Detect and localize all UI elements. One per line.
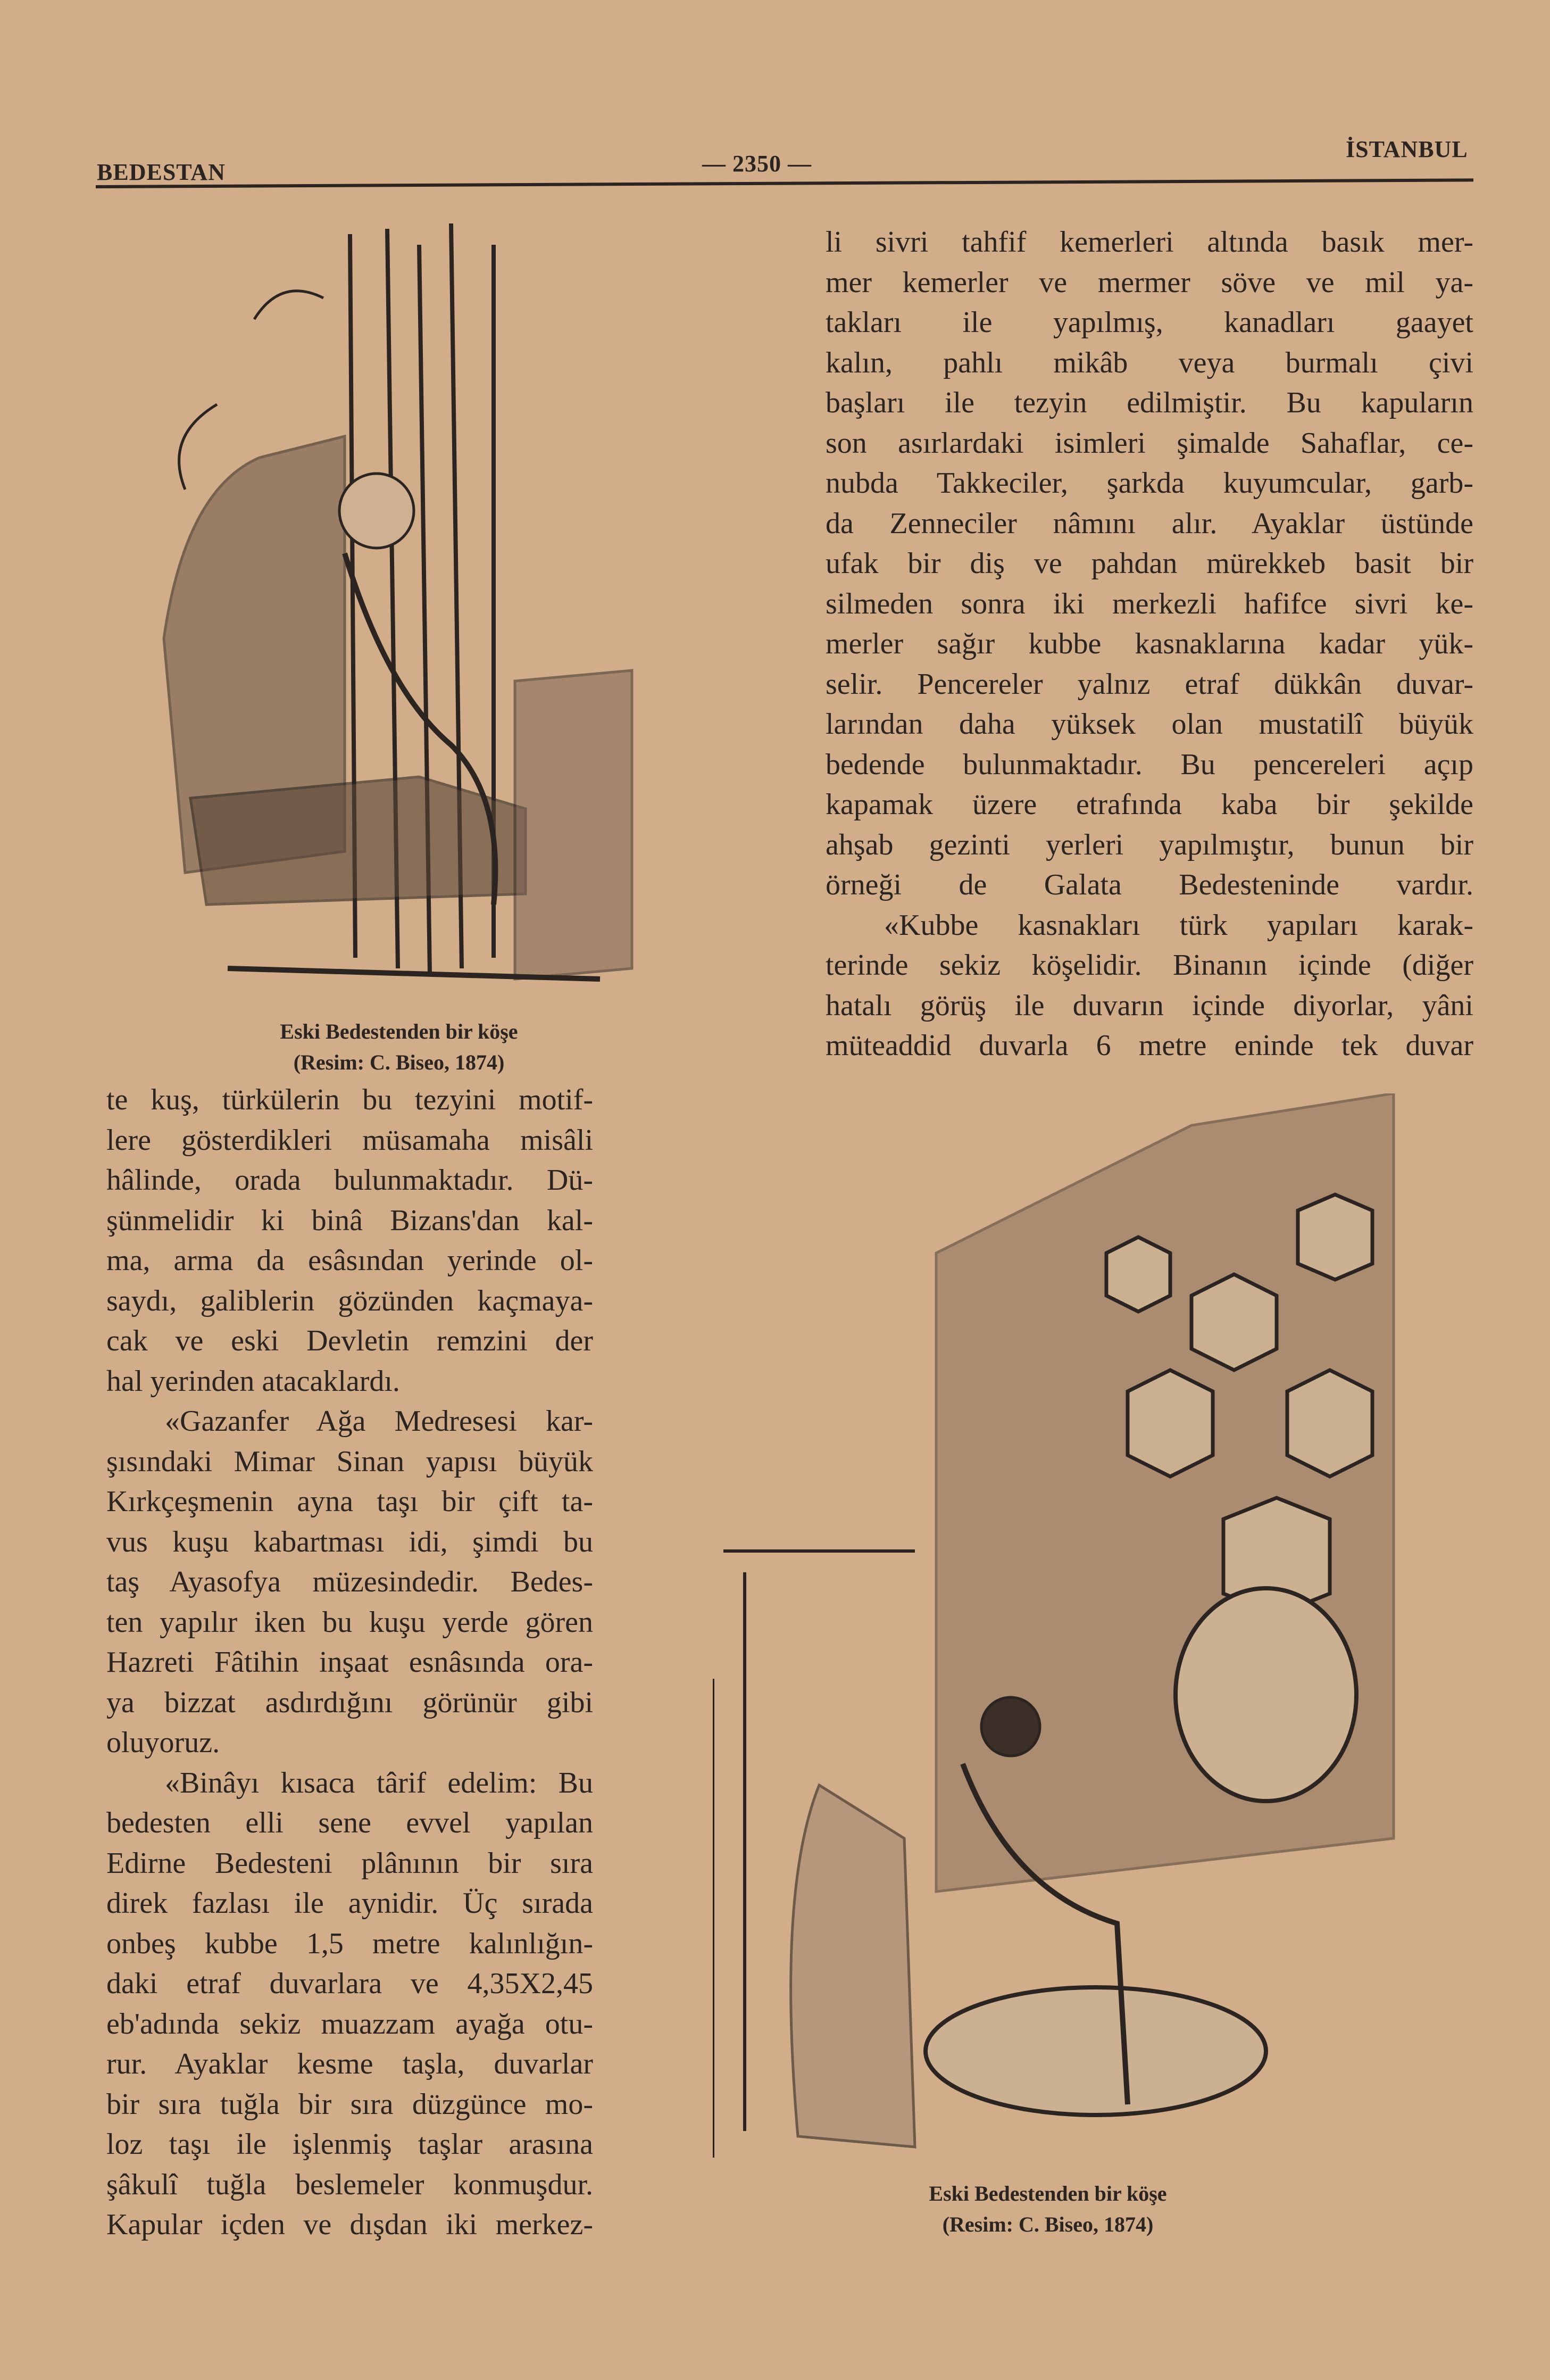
figure-caption-title: Eski Bedestenden bir köşe	[280, 1019, 518, 1043]
text-line: oluyoruz.	[106, 1726, 220, 1759]
text-line: şâkulî tuğla beslemeler konmuşdur.	[106, 2168, 593, 2201]
text-line: şısındaki Mimar Sinan yapısı büyük	[106, 1445, 593, 1478]
text-line: larından daha yüksek olan mustatilî büyük	[826, 708, 1473, 741]
text-line: taş Ayasofya müzesindedir. Bedes-	[106, 1565, 593, 1598]
text-line: başları ile tezyin edilmiştir. Bu kapuların	[826, 386, 1473, 419]
text-line: rur. Ayaklar kesme taşla, duvarlar	[106, 2047, 593, 2080]
figure-caption-credit: (Resim: C. Biseo, 1874)	[293, 1050, 505, 1074]
text-line: mer kemerler ve mermer söve ve mil ya-	[826, 266, 1473, 299]
text-line: hal yerinden atacaklardı.	[106, 1364, 400, 1398]
text-line: Hazreti Fâtihin inşaat esnâsında ora-	[106, 1646, 593, 1679]
text-line: bir sıra tuğla bir sıra düzgünce mo-	[106, 2087, 593, 2121]
text-line: eb'adında sekiz muazzam ayağa otu-	[106, 2007, 593, 2041]
text-line: onbeş kubbe 1,5 metre kalınlığın-	[106, 1927, 593, 1960]
text-line: kapamak üzere etrafında kaba bir şekilde	[826, 788, 1473, 821]
text-line: te kuş, türkülerin bu tezyini motif-	[106, 1083, 593, 1116]
text-line: silmeden sonra iki merkezli hafifce sivri ke-	[826, 587, 1473, 620]
text-line: bedende bulunmaktadır. Bu pencereleri açıp	[826, 748, 1473, 781]
engraving-bazaar-shop-figure	[713, 1093, 1473, 2158]
text-line: kalın, pahlı mikâb veya burmalı çivi	[826, 346, 1473, 379]
text-line: cak ve eski Devletin remzini der	[106, 1324, 593, 1357]
text-line: ya bizzat asdırdığını görünür gibi	[106, 1686, 593, 1719]
text-line: «Gazanfer Ağa Medresesi kar-	[165, 1405, 593, 1438]
text-line: örneği de Galata Bedesteninde vardır.	[826, 868, 1473, 901]
text-line: ten yapılır iken bu kuşu yerde gören	[106, 1605, 593, 1639]
text-line: hâlinde, orada bulunmaktadır. Dü-	[106, 1164, 593, 1197]
figure-caption	[809, 2178, 1287, 2240]
text-line: merler sağır kubbe kasnaklarına kadar yük-	[826, 627, 1473, 660]
text-line: hatalı görüş ile duvarın içinde diyorlar, yâni	[826, 989, 1473, 1022]
running-head-left: BEDESTAN	[97, 159, 226, 185]
text-line: daki etraf duvarlara ve 4,35X2,45	[106, 1967, 593, 2000]
figure-caption-credit: (Resim: C. Biseo, 1874)	[942, 2212, 1154, 2236]
text-line: loz taşı ile işlenmiş taşlar arasına	[106, 2128, 593, 2161]
text-line: «Binâyı kısaca târif edelim: Bu	[165, 1766, 593, 1799]
text-line: li sivri tahfif kemerleri altında basık mer-	[826, 226, 1473, 259]
text-line: bedesten elli sene evvel yapılan	[106, 1806, 593, 1839]
text-line: müteaddid duvarla 6 metre eninde tek duvar	[826, 1029, 1473, 1062]
text-line: direk fazlası ile aynidir. Üç sırada	[106, 1887, 593, 1920]
text-line: vus kuşu kabartması idi, şimdi bu	[106, 1525, 593, 1558]
text-line: Edirne Bedesteni plânının bir sıra	[106, 1846, 593, 1880]
text-line: nubda Takkeciler, şarkda kuyumcular, garb-	[826, 467, 1473, 500]
text-line: ahşab gezinti yerleri yapılmıştır, bunun bir	[826, 828, 1473, 861]
running-head-right: İSTANBUL	[1346, 136, 1468, 162]
text-line: «Kubbe kasnakları türk yapıları karak-	[884, 908, 1473, 942]
text-line: ma, arma da esâsından yerinde ol-	[106, 1244, 593, 1277]
text-line: ufak bir diş ve pahdan mürekkeb basit bir	[826, 547, 1473, 580]
header-rule	[96, 178, 1473, 188]
text-line: lere gösterdikleri müsamaha misâli	[106, 1123, 593, 1157]
text-line: şünmelidir ki binâ Bizans'dan kal-	[106, 1204, 593, 1237]
page-number: — 2350 —	[702, 151, 812, 177]
engraving-seated-man-figure	[121, 213, 669, 990]
text-line: saydı, galiblerin gözünden kaçmaya-	[106, 1284, 593, 1317]
text-line: selir. Pencereler yalnız etraf dükkân duvar-	[826, 667, 1473, 701]
right-text-column	[826, 222, 1473, 1066]
text-line: takları ile yapılmış, kanadları gaayet	[826, 306, 1473, 339]
text-line: Kırkçeşmenin ayna taşı bir çift ta-	[106, 1485, 593, 1518]
text-line: da Zenneciler nâmını alır. Ayaklar üstünde	[826, 507, 1473, 540]
figure-caption-title: Eski Bedestenden bir köşe	[929, 2182, 1167, 2205]
figure-caption	[160, 1016, 638, 1078]
text-line: Kapular içden ve dışdan iki merkez-	[106, 2208, 593, 2241]
text-line: terinde sekiz köşelidir. Binanın içinde (diğer	[826, 949, 1473, 982]
text-line: son asırlardaki isimleri şimalde Sahaflar, ce-	[826, 426, 1473, 460]
left-text-column	[106, 1080, 593, 2245]
